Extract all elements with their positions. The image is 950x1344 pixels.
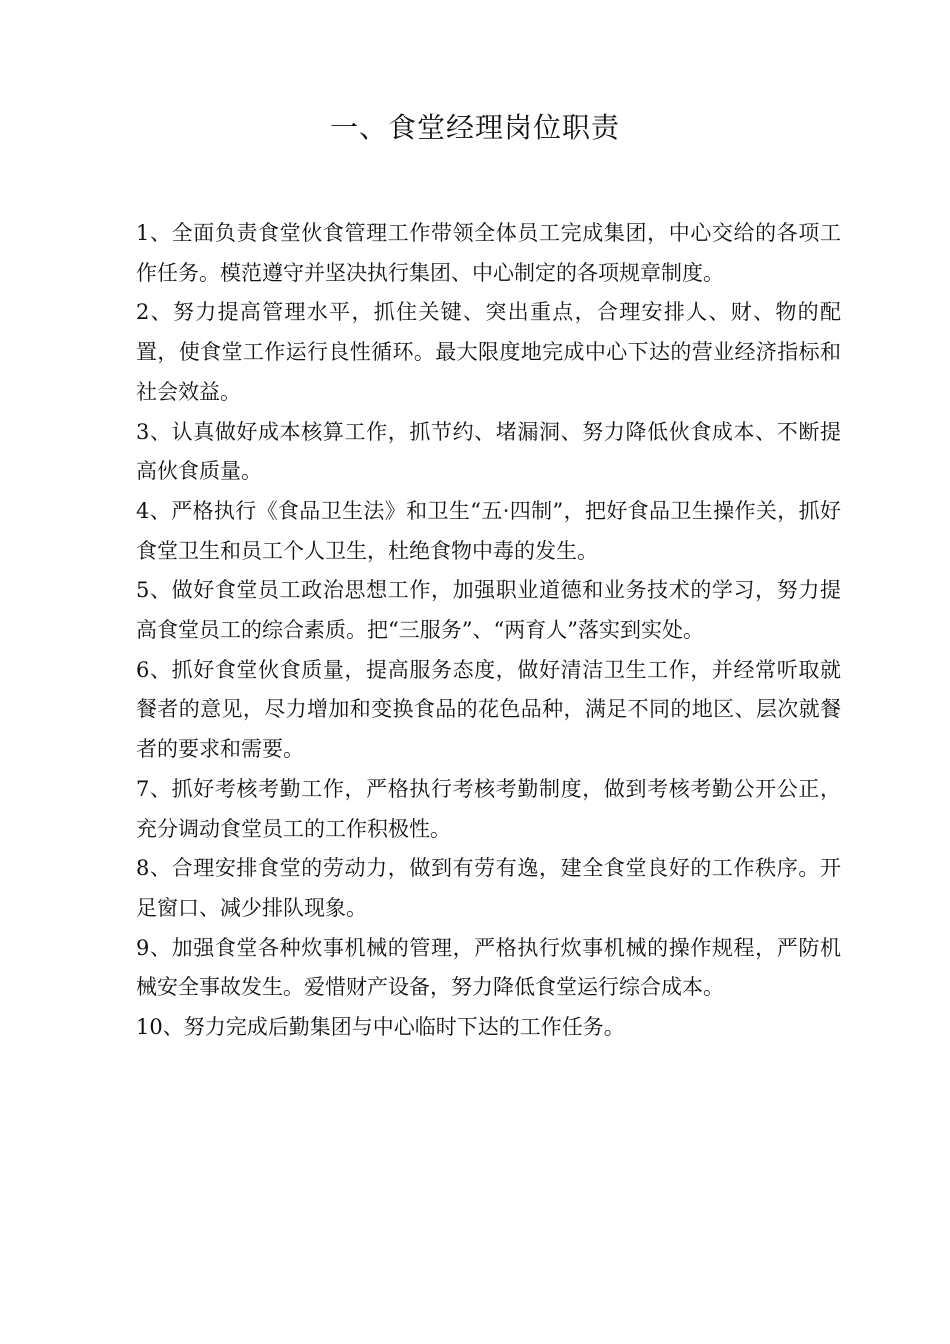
duty-list: [136, 214, 841, 1048]
duty-item-3: 3、认真做好成本核算工作，抓节约、堵漏洞、努力降低伙食成本、不断提高伙食质量。: [136, 419, 841, 484]
duty-item-4: 4、严格执行《食品卫生法》和卫生“五·四制”，把好食品卫生操作关，抓好食堂卫生和员工个人卫生，杜绝食物中毒的发生。: [136, 498, 841, 563]
duty-item-2: 2、努力提高管理水平，抓住关键、突出重点，合理安排人、财、物的配置，使食堂工作运行良性循环。最大限度地完成中心下达的营业经济指标和社会效益。: [136, 300, 841, 404]
duty-item-7: 7、抓好考核考勤工作，严格执行考核考勤制度，做到考核考勤公开公正，充分调动食堂员工的工作积极性。: [136, 776, 841, 841]
duty-item-5: 5、做好食堂员工政治思想工作，加强职业道德和业务技术的学习，努力提高食堂员工的综合素质。把“三服务”、“两育人”落实到实处。: [136, 578, 841, 643]
duty-item-9: 9、加强食堂各种炊事机械的管理，严格执行炊事机械的操作规程，严防机械安全事故发生。爱惜财产设备，努力降低食堂运行综合成本。: [136, 935, 841, 1000]
duty-item-8: 8、合理安排食堂的劳动力，做到有劳有逸，建全食堂良好的工作秩序。开足窗口、减少排队现象。: [136, 856, 841, 920]
duty-item-6: 6、抓好食堂伙食质量，提高服务态度，做好清洁卫生工作，并经常听取就餐者的意见，尽力增加和变换食品的花色品种，满足不同的地区、层次就餐者的要求和需要。: [136, 657, 841, 762]
duty-item-1: 1、全面负责食堂伙食管理工作带领全体员工完成集团，中心交给的各项工作任务。模范遵守并坚决执行集团、中心制定的各项规章制度。: [136, 221, 841, 285]
duty-item-10: 10、努力完成后勤集团与中心临时下达的工作任务。: [136, 1015, 625, 1040]
page-title: 一、食堂经理岗位职责: [329, 111, 620, 144]
